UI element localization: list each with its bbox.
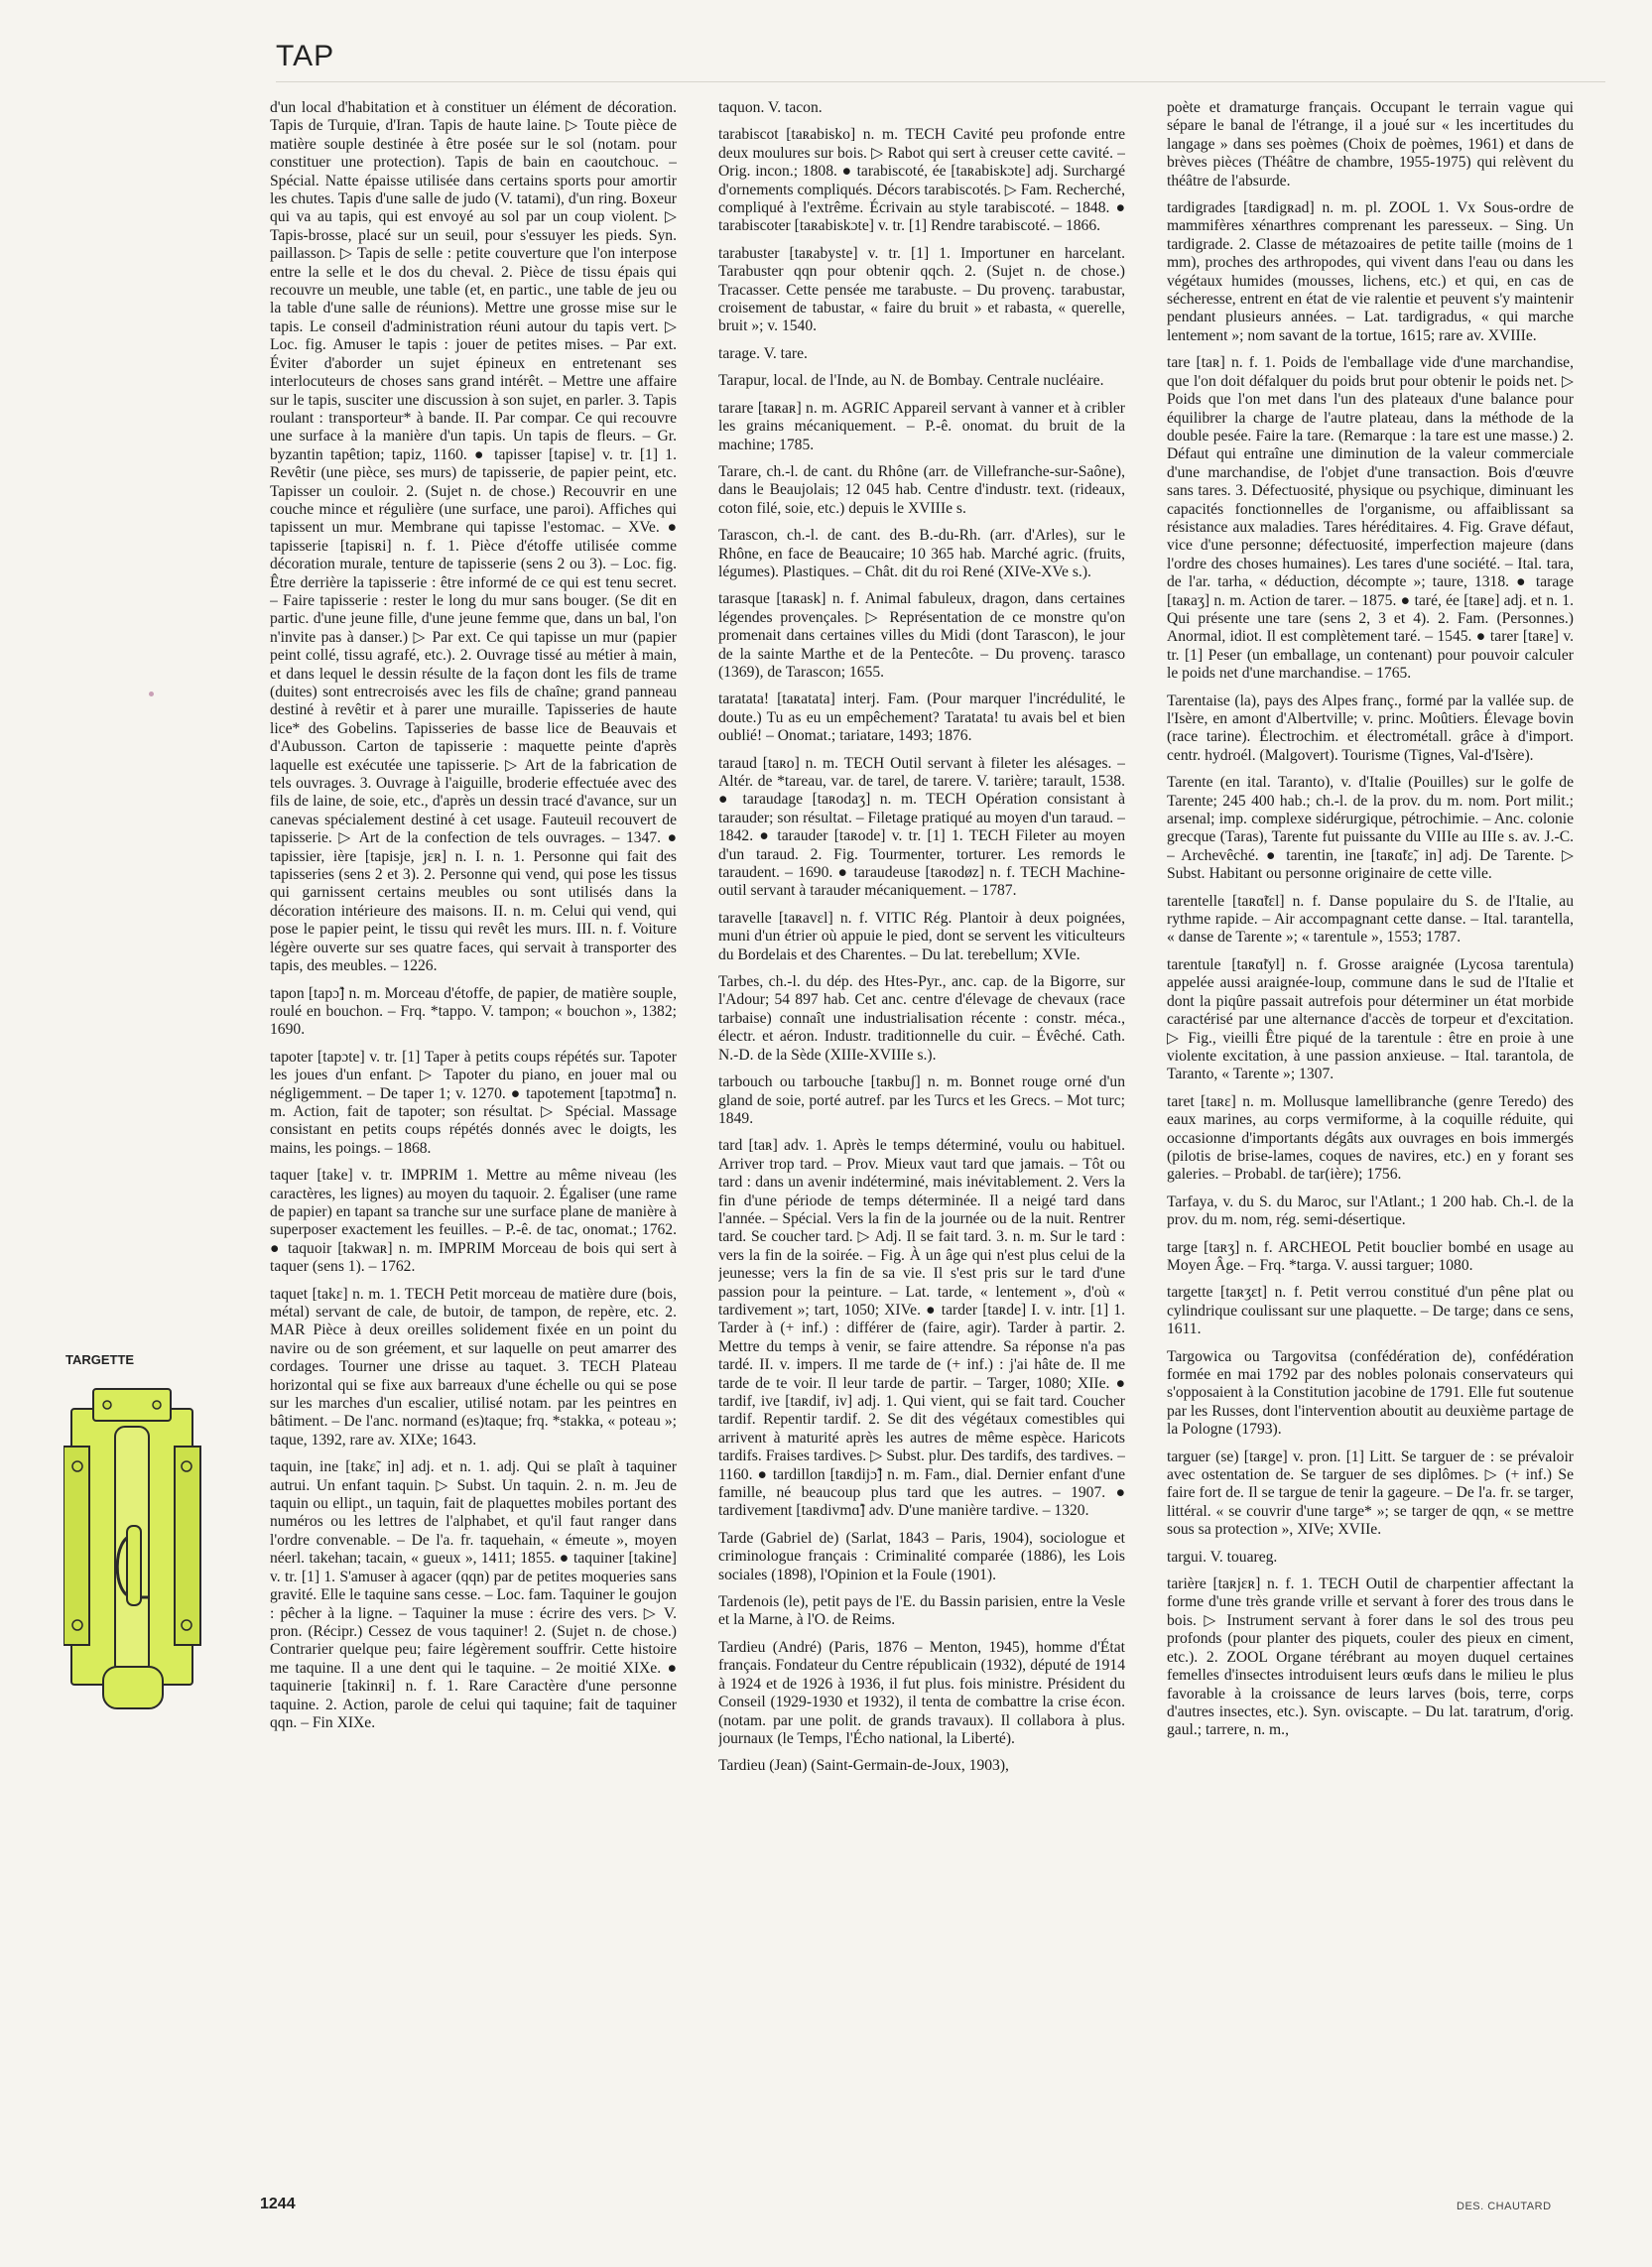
entry: targui. V. touareg.: [1167, 1548, 1278, 1566]
screw: [72, 1461, 82, 1471]
entry: taquer [take] v. tr. IMPRIM 1. Mettre au même niveau (les caractères, les lignes) au moyen du taquoir. 2. Égaliser (une rame de papier) en tapant sa tranche sur une surface plane de manière à superposer exactement les feuilles. – P.-ê. de tac, onomat.; 1762. ● taquoir [takwaʀ] n. m. IMPRIM Morceau de bois qui sert à taquer (sens 1). – 1762.: [270, 1167, 677, 1276]
entry: tardigrades [taʀdigʀad] n. m. pl. ZOOL 1. Vx Sous-ordre de mammifères xénarthres comprenant les paresseux. – Sing. Un tardigrade. 2. Classe de métazoaires de petite taille (moins de 1 mm), proches des arthropodes, qui vivent dans l'eau ou dans les végétaux humides (mousses, lichens, etc.) et qui, en cas de sécheresse, entrent en état de vie ralentie et peuvent s'y maintenir pendant plusieurs années. – Lat. tardigradus, « qui marche lentement »; nom savant de la tortue, 1615; rare av. XVIIIe.: [1167, 199, 1574, 344]
margin-mark: [149, 692, 154, 696]
entry: taquet [takɛ] n. m. 1. TECH Petit morceau de matière dure (bois, métal) servant de cale, de butoir, de tampon, de repère, etc. 2. MAR Pièce à deux oreilles solidement fixée en un point du navire ou de son gréement, et sur laquelle on peut amarrer des cordages. Tourner une drisse au taquet. 3. TECH Plateau horizontal qui se fixe aux barreaux d'une échelle ou qui se pose sur les marches d'un escalier, utilisé notam. par les peintres en bâtiment. – De l'anc. normand (es)taque; frq. *stakka, « poteau »; taque, 1392, rare av. XIXe; 1643.: [270, 1285, 677, 1448]
entry: tard [taʀ] adv. 1. Après le temps déterminé, voulu ou habituel. Arriver trop tard. – Prov. Mieux vaut tard que jamais. – Tôt ou tard : dans un avenir indéterminé, mais inévitablement. 2. Vers la fin d'une période de temps déterminée. Il a neigé tard dans l'année. – Spécial. Vers la fin de la journée ou de la nuit. Rentrer tard. Se coucher tard. ▷ Adj. Il se fait tard. 3. n. m. Sur le tard : vers la fin de la soirée. – Fig. À un âge qui n'est plus celui de la jeunesse; vers la fin de sa vie. Il s'est pris sur le tard d'une passion pour la peinture. – Lat. tarde, « lentement », d'où « tardivement »; tart, 1050; XIVe. ● tarder [taʀde] I. v. intr. [1] 1. Tarder à (+ inf.) : différer de (faire, agir). Tarder à partir. 2. Mettre du temps à venir, se faire attendre. Sa réponse n'a pas tardé. II. v. impers. Il me tarde de (+ inf.) : j'ai hâte de. Il me tarde de te voir. Il leur tarde de partir. – Targer, 1080; XIIe. ● tardif, ive [taʀdif, iv] adj. 1. Qui vient, qui se fait tard. Coucher tardif. Repentir tardif. 2. Se dit des végétaux comestibles qui arrivent à maturité après les autres de même espèce. Haricots tardifs. Fraises tardives. ▷ Subst. plur. Des tardifs, des tardives. – 1160. ● tardillon [taʀdijɔ̃] n. m. Fam., dial. Dernier enfant d'une famille, né beaucoup plus tard que les autres. – 1907. ● tardivement [taʀdivmɑ̃] adv. D'une manière tardive. – 1320.: [718, 1137, 1125, 1520]
screw: [182, 1461, 191, 1471]
entry: tarière [taʀjɛʀ] n. f. 1. TECH Outil de charpentier affectant la forme d'une très grande vrille et servant à forer des trous dans le bois. ▷ Instrument servant à forer dans le sol des trous peu profonds (pour planter des piquets, couler des pieux en ciment, etc.). 2. ZOOL Organe térébrant au moyen duquel certaines femelles d'insectes introduisent leurs œufs dans le milieu le plus favorable à la croissance de leurs larves (bois, terre, corps d'autres insectes, etc.). Syn. oviscapte. – Du lat. taratrum, d'orig. gaul.; tarrere, n. m.,: [1167, 1575, 1574, 1739]
entry: tarare [taʀaʀ] n. m. AGRIC Appareil servant à vanner et à cribler les grains mécaniquement. – P.-ê. onomat. du bruit de la machine; 1785.: [718, 399, 1125, 453]
entry: tare [taʀ] n. f. 1. Poids de l'emballage vide d'une marchandise, que l'on doit défalquer du poids brut pour obtenir le poids net. ▷ Poids que l'on met dans l'un des plateaux d'une balance pour équilibrer la charge de l'autre plateau, dans la méthode de la double pesée. Faire la tare. (Remarque : la tare est une masse.) 2. Défaut qui entraîne une diminution de la valeur commerciale d'une marchandise, de l'objet d'une transaction. Bois d'œuvre sans tares. 3. Défectuosité, physique ou psychique, diminuant les capacités fonctionnelles de l'organisme, ou affaiblissant sa résistance aux maladies. Tares héréditaires. 4. Fig. Grave défaut, vice d'une personne; défectuosité, imperfection majeure (dans l'ordre des choses humaines). Les tares d'une société. – Ital. tara, de l'ar. tarha, « déduction, décompte »; taure, 1318. ● tarage [taʀaʒ] n. m. Action de tarer. – 1875. ● taré, ée [taʀe] adj. et n. 1. Qui présente une tare (sens 2, 3 et 4). 2. Fam. (Personnes.) Anormal, idiot. Il est complètement taré. – 1545. ● tarer [taʀe] v. tr. [1] Peser (un emballage, un contenant) pour pouvoir calculer le poids net d'une marchandise. – 1765.: [1167, 354, 1574, 683]
illustration-label: TARGETTE: [65, 1352, 135, 1367]
entry: Tarentaise (la), pays des Alpes franç., formé par la vallée sup. de l'Isère, en amont d'Albertville; v. princ. Moûtiers. Élevage bovin (race tarine). Électrochim. et électrométall. grâce à d'import. centr. hydroél. (Malgovert). Tourisme (Tignes, Val-d'Isère).: [1167, 692, 1574, 764]
column-1: [270, 99, 677, 2133]
column-3: [1167, 99, 1574, 2133]
screw: [72, 1620, 82, 1630]
entry: Targowica ou Targovitsa (confédération de), confédération formée en mai 1792 par des nobles polonais conservateurs qui s'opposaient à la Constitution jacobine de 1791. Elle fut soutenue par les Russes, dont l'intervention aboutit au deuxième partage de la Pologne (1793).: [1167, 1347, 1574, 1439]
entry: taquin, ine [takɛ̃, in] adj. et n. 1. adj. Qui se plaît à taquiner autrui. Un enfant taquin. ▷ Subst. Un taquin. 2. n. m. Jeu de taquin ou ellipt., un taquin, fait de plaquettes mobiles portant des numéros ou les lettres de l'alphabet, et qu'il faut ranger dans l'ordre convenable. – De l'a. fr. taquehain, « émeute », moyen néerl. takehan; tacain, « gueux », 1411; 1855. ● taquiner [takine] v. tr. [1] 1. S'amuser à agacer (qqn) par de petites moqueries sans gravité. Elle le taquine sans cesse. – Loc. fam. Taquiner le goujon : pêcher à la ligne. – Taquiner la muse : écrire des vers. ▷ V. pron. (Récipr.) Cessez de vous taquiner! 2. (Sujet n. de chose.) Contrarier quelque peu; faire légèrement souffrir. Cette histoire me taquine. Il a une dent qui le taquine. – 2e moitié XIXe. ● taquinerie [takinʀi] n. f. 1. Rare Caractère d'une personne taquine. 2. Action, parole de celui qui taquine; fait de taquiner qqn. – Fin XIXe.: [270, 1458, 677, 1731]
running-headword: TAP: [276, 40, 335, 72]
entry: tarbouch ou tarbouche [taʀbuʃ] n. m. Bonnet rouge orné d'un gland de soie, porté autref. par les Turcs et les Grecs. – Mot turc; 1849.: [718, 1073, 1125, 1127]
entry: Tarde (Gabriel de) (Sarlat, 1843 – Paris, 1904), sociologue et criminologue français : Criminalité comparée (1886), les Lois sociales (1898), l'Opinion et la Foule (1901).: [718, 1529, 1125, 1583]
entry: Tarbes, ch.-l. du dép. des Htes-Pyr., anc. cap. de la Bigorre, sur l'Adour; 54 897 hab. Cet anc. centre d'élevage de chevaux (race tarbaise) connaît une industrialisation récente : constr. méca., électr. et aéron. Industr. traditionnelle du cuir. – Évêché. Cath. N.-D. de la Sède (XIIIe-XVIIIe s.).: [718, 973, 1125, 1064]
targette-wing-right: [175, 1447, 200, 1645]
entry: tarentule [taʀɑ̃tyl] n. f. Grosse araignée (Lycosa tarentula) appelée aussi araignée-loup, commune dans le sud de l'Italie et dont la piqûre passait autrefois pour déterminer un état morbide caractérisé par une alternance d'accès de torpeur et d'excitation. ▷ Fig., vieilli Être piqué de la tarentule : être en proie à une violente excitation, à une passion anxieuse. – Ital. tarantola, de Taranto, « Tarente »; 1307.: [1167, 955, 1574, 1083]
entry: tarabiscot [taʀabisko] n. m. TECH Cavité peu profonde entre deux moulures sur bois. ▷ Rabot qui sert à creuser cette cavité. – Orig. incon.; 1808. ● tarabiscoté, ée [taʀabiskɔte] adj. Surchargé d'ornements compliqués. Décors tarabiscotés. ▷ Fam. Recherché, compliqué à l'extrême. Écrivain au style tarabiscoté. – 1848. ● tarabiscoter [taʀabiskɔte] v. tr. [1] Rendre tarabiscoté. – 1866.: [718, 126, 1125, 235]
entry: poète et dramaturge français. Occupant le terrain vague qui sépare le banal de l'étrange, il a joué sur « les incertitudes du langage » dans ses poèmes (Choix de poèmes, 1961) et dans de brèves pièces (Théâtre de chambre, 1955-1975) qui relèvent du théâtre de l'absurde.: [1167, 99, 1574, 189]
screw: [103, 1401, 111, 1409]
entry: taratata! [taʀatata] interj. Fam. (Pour marquer l'incrédulité, le doute.) Tu as eu un empêchement? Taratata! tu avais bel et bien oublié! – Onomat.; tariatare, 1493; 1876.: [718, 691, 1125, 745]
targette-bottom-keeper: [103, 1667, 163, 1708]
entry: targette [taʀʒɛt] n. f. Petit verrou constitué d'un pêne plat ou cylindrique coulissant sur une plaquette. – De targe; dans ce sens, 1611.: [1167, 1284, 1574, 1338]
entry: Tarare, ch.-l. de cant. du Rhône (arr. de Villefranche-sur-Saône), dans le Beaujolais; 12 045 hab. Centre d'industr. text. (rideaux, coton filé, soie, etc.) depuis le XVIIIe s.: [718, 462, 1125, 517]
header-rule: [276, 81, 1605, 82]
targette-wing-left: [64, 1447, 89, 1645]
entry: Tarfaya, v. du S. du Maroc, sur l'Atlant.; 1 200 hab. Ch.-l. de la prov. du m. nom, rég. semi-désertique.: [1167, 1193, 1574, 1229]
entry: targe [taʀʒ] n. f. ARCHEOL Petit bouclier bombé en usage au Moyen Âge. – Frq. *targa. V. aussi targuer; 1080.: [1167, 1238, 1574, 1274]
entry: tapoter [tapɔte] v. tr. [1] Taper à petits coups répétés sur. Tapoter les joues d'un enfant. ▷ Tapoter du piano, en jouer mal ou négligemment. – De taper 1; v. 1270. ● tapotement [tapɔtmɑ̃] n. m. Action, fait de tapoter; son résultat. ▷ Spécial. Massage consistant en petits coups répétés donnés avec le doigts, les mains, les poings. – 1868.: [270, 1048, 677, 1157]
entry: tarasque [taʀask] n. f. Animal fabuleux, dragon, dans certaines légendes provençales. ▷ Représentation de ce monstre qu'on promenait dans certaines villes du Midi (dont Tarascon), le jour de la sainte Marthe et de la Pentecôte. – Du provenç. tarasco (1369), de Tarascon; 1655.: [718, 590, 1125, 681]
entry: tarentelle [taʀɑ̃tɛl] n. f. Danse populaire du S. de l'Italie, au rythme rapide. – Air accompagnant cette danse. – Ital. tarantella, « danse de Tarente »; « tarentule », 1553; 1787.: [1167, 892, 1574, 946]
entry: tarage. V. tare.: [718, 344, 808, 362]
screw: [153, 1401, 161, 1409]
entry: Tardenois (le), petit pays de l'E. du Bassin parisien, entre la Vesle et la Marne, à l'O. de Reims.: [718, 1593, 1125, 1629]
entry: d'un local d'habitation et à constituer un élément de décoration. Tapis de Turquie, d'Iran. Tapis de haute laine. ▷ Toute pièce de matière souple destinée à être posée sur le sol (notam. pour constituer une protection). Tapis de bain en caoutchouc. – Spécial. Natte épaisse utilisée dans certains sports pour amortir les chutes. Tapis d'une salle de judo (V. tatami), d'un ring. Boxeur qui va au tapis, qui est envoyé au sol par un coup violent. ▷ Tapis-brosse, placé sur un seuil, pour s'essuyer les pieds. Syn. paillasson. ▷ Tapis de selle : petite couverture que l'on interpose entre la selle et le dos du cheval. 2. Pièce de tissu épais qui recouvre un meuble, une table (et, en partic., une table de jeu ou la table d'une salle de réunions). Mettre une grosse mise sur le tapis. Le conseil d'administration réuni autour du tapis vert. ▷ Loc. fig. Amuser le tapis : jouer de petites mises. – Par ext. Éviter d'aborder un sujet épineux en entretenant ses interlocuteurs de choses sans grand intérêt. – Mettre une affaire sur le tapis, susciter une discussion à son sujet, en parler. 3. Tapis roulant : transporteur* à bande. II. Par compar. Ce qui recouvre une surface à la manière d'un tapis. Un tapis de fleurs. – Gr. byzantin tapêtion; tapiz, 1160. ● tapisser [tapise] v. tr. [1] 1. Revêtir (une pièce, ses murs) de tapisserie, de papier peint, etc. Tapisser un couloir. 2. (Sujet n. de chose.) Recouvrir en une couche mince et régulière (une surface, une paroi). Affiches qui tapissent un mur. Membrane qui tapisse l'estomac. – XVe. ● tapisserie [tapisʀi] n. f. 1. Pièce d'étoffe utilisée comme décoration murale, tenture de tapisserie (sens 2 ou 3). – Loc. fig. Être derrière la tapisserie : être informé de ce qui est tenu secret. – Faire tapisserie : rester le long du mur sans bouger. (Se dit en partic. d'une jeune fille, d'une jeune femme que, dans un bal, l'on n'invite pas à danser.) ▷ Par ext. Ce qui tapisse un mur (papier peint collé, tissu agrafé, etc.). 2. Ouvrage tissé au métier à main, et dans lequel le dessin résulte de la façon dont les fils de trame (duites) sont entrecroisés avec les fils de chaîne; grand panneau destiné à revêtir et à parer une muraille. Tapisseries de haute lice* des Gobelins. Tapisseries de basse lice de Beauvais et d'Aubusson. Carton de tapisserie : maquette peinte d'après laquelle est exécutée une tapisserie. ▷ Art de la fabrication de tels ouvrages. 3. Ouvrage à l'aiguille, broderie effectuée avec des fils de laine, de soie, etc., d'après un dessin tracé d'avance, sur un canevas spécialement destiné à cet usage. Fauteuil recouvert de tapisserie. ▷ Art de la confection de tels ouvrages. – 1347. ● tapissier, ière [tapisje, jɛʀ] n. I. n. 1. Personne qui fait des tapisseries (sens 2 et 3). 2. Personne qui vend, qui pose les tissus qui garnissent certains meubles ou sont utilisés dans la décoration intérieure des maisons. II. n. m. Celui qui vend, qui pose le papier peint, le tissu qui revêt les murs. III. n. f. Voiture légère ouverte sur ses quatre faces, qui servait à transporter des tapis, des meubles. – 1226.: [270, 99, 677, 975]
entry: targuer (se) [taʀge] v. pron. [1] Litt. Se targuer de : se prévaloir avec ostentation de. Se targuer de ses diplômes. ▷ (+ inf.) Se faire fort de. Il se targue de tenir la gageure. – De l'a. fr. se targer, littéral. « se couvrir d'une targe* »; se targer de qqn, « se mettre sous sa protection », XIVe; XVIIe.: [1167, 1448, 1574, 1539]
targette-icon: [64, 1387, 234, 1716]
screw: [182, 1620, 191, 1630]
illustration-credit: DES. CHAUTARD: [1457, 2201, 1552, 2212]
entry: Tarente (en ital. Taranto), v. d'Italie (Pouilles) sur le golfe de Tarente; 245 400 hab.; ch.-l. de la prov. du m. nom. Port milit.; arsenal; imp. complexe sidérurgique, pétrochimie. – Anc. colonie grecque (Taras), Tarente fut puissante du VIIIe au IIIe s. av. J.-C. – Archevêché. ● tarentin, ine [taʀɑ̃tɛ̃, in] adj. De Tarente. ▷ Subst. Habitant ou personne originaire de cette ville.: [1167, 774, 1574, 883]
entry: taret [taʀɛ] n. m. Mollusque lamellibranche (genre Teredo) des eaux marines, au corps vermiforme, à la coquille réduite, qui occasionne d'importants dégâts aux ouvrages en bois immergés (pilotis de brise-lames, coques de navires, etc.) en y forant ses galeries. – Probabl. de tar(ière); 1756.: [1167, 1092, 1574, 1184]
entry: taravelle [taʀavɛl] n. f. VITIC Rég. Plantoir à deux poignées, muni d'un étrier où appuie le pied, dont se servent les viticulteurs du Bordelais et des Charentes. – Du lat. terebellum; XVIe.: [718, 909, 1125, 963]
entry: Tardieu (Jean) (Saint-Germain-de-Joux, 1903),: [718, 1757, 1009, 1775]
entry: taquon. V. tacon.: [718, 99, 823, 116]
entry: Tardieu (André) (Paris, 1876 – Menton, 1945), homme d'État français. Fondateur du Centre républicain (1932), député de 1914 à 1924 et de 1926 à 1936, il fut plus. fois ministre. Président du Conseil (1929-1930 et 1932), il tenta de combattre la crise écon. (notam. par une polit. de grands travaux). Il collabora à plus. journaux (le Temps, l'Écho national, la Liberté).: [718, 1638, 1125, 1747]
entry: tarabuster [taʀabyste] v. tr. [1] 1. Importuner en harcelant. Tarabuster qqn pour obtenir qqch. 2. (Sujet n. de chose.) Tracasser. Cette pensée me tarabuste. – Du provenç. tarabustar, croisement de tabustar, « faire du bruit » et rabasta, « querelle, bruit »; v. 1540.: [718, 244, 1125, 335]
entry: tapon [tapɔ̃] n. m. Morceau d'étoffe, de papier, de matière souple, roulé en bouchon. – Frq. *tappo. V. tampon; « bouchon », 1382; 1690.: [270, 984, 677, 1039]
entry: taraud [taʀo] n. m. TECH Outil servant à fileter les alésages. – Altér. de *tareau, var. de tarel, de tarere. V. tarière; tarault, 1538. ● taraudage [taʀodaʒ] n. m. TECH Opération consistant à tarauder; son résultat. – Filetage pratiqué au moyen d'un taraud. – 1842. ● tarauder [taʀode] v. tr. [1] 1. TECH Fileter au moyen d'un taraud. 2. Fig. Tourmenter, torturer. Les remords le taraudent. – 1690. ● taraudeuse [taʀodøz] n. f. TECH Machine-outil servant à tarauder mécaniquement. – 1787.: [718, 754, 1125, 900]
targette-knob: [127, 1526, 141, 1605]
entry: Tarascon, ch.-l. de cant. des B.-du-Rh. (arr. d'Arles), sur le Rhône, en face de Beaucaire; 10 365 hab. Marché agric. (fruits, légumes). Plastiques. – Chât. dit du roi René (XIVe-XVe s.).: [718, 527, 1125, 580]
column-2: [718, 99, 1125, 2133]
entry: Tarapur, local. de l'Inde, au N. de Bombay. Centrale nucléaire.: [718, 372, 1104, 390]
page-number: 1244: [260, 2196, 296, 2212]
